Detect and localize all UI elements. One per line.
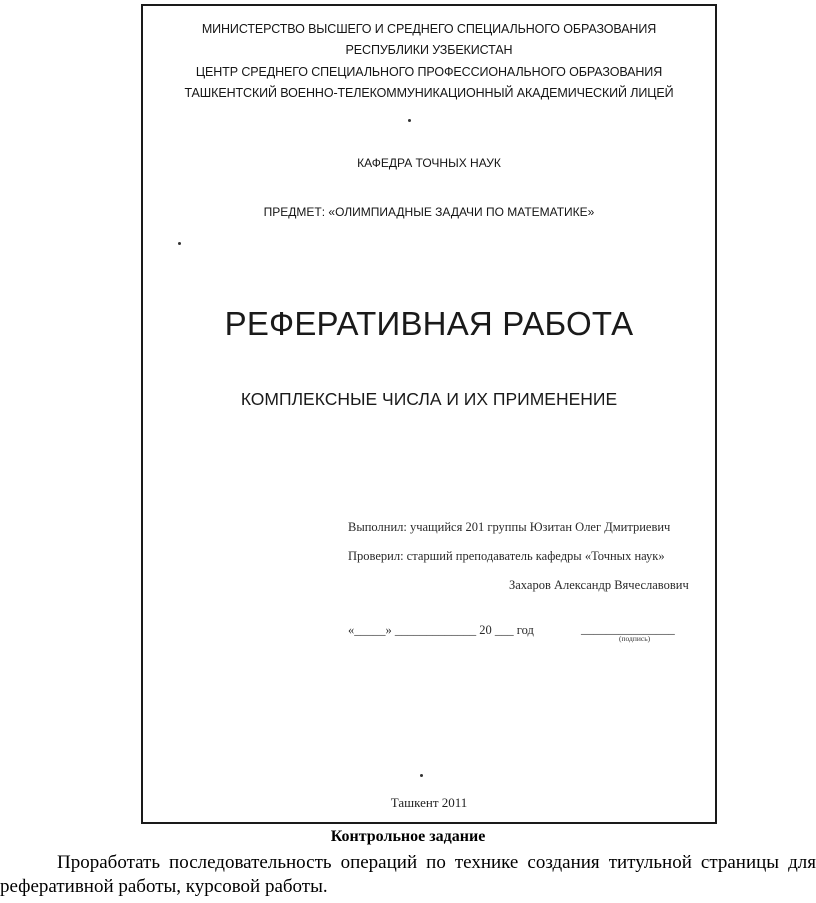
department-line: КАФЕДРА ТОЧНЫХ НАУК	[357, 156, 501, 170]
republic-line: РЕСПУБЛИКИ УЗБЕКИСТАН	[345, 43, 513, 57]
title-page-scan	[141, 4, 717, 824]
scan-speck	[178, 242, 181, 245]
page-title: РЕФЕРАТИВНАЯ РАБОТА	[224, 305, 634, 342]
task-text: Проработать последовательность операций по технике создания титульной страницы для реферативной работы, курсовой работы.	[0, 852, 816, 897]
center-line: ЦЕНТР СРЕДНЕГО СПЕЦИАЛЬНОГО ПРОФЕССИОНАЛЬНОГО ОБРАЗОВАНИЯ	[195, 65, 663, 79]
checked-by-line: Проверил: старший преподаватель кафедры «Точных наук»	[348, 549, 665, 563]
performed-by-line: Выполнил: учащийся 201 группы Юзитан Олег Дмитриевич	[348, 520, 671, 534]
city-year: Ташкент 2011	[390, 795, 468, 810]
date-line: «_____» _____________ 20 ___ год	[348, 623, 534, 637]
signature-line: _______________	[581, 622, 675, 636]
page-subtitle: КОМПЛЕКСНЫЕ ЧИСЛА И ИХ ПРИМЕНЕНИЕ	[240, 389, 618, 409]
scan-speck	[420, 774, 423, 777]
task-heading: Контрольное задание	[330, 828, 486, 845]
subject-line: ПРЕДМЕТ: «ОЛИМПИАДНЫЕ ЗАДАЧИ ПО МАТЕМАТИКЕ»	[263, 205, 595, 219]
ministry-line: МИНИСТЕРСТВО ВЫСШЕГО И СРЕДНЕГО СПЕЦИАЛЬНОГО ОБРАЗОВАНИЯ	[201, 22, 657, 36]
scan-speck	[408, 119, 411, 122]
lyceum-line: ТАШКЕНТСКИЙ ВОЕННО-ТЕЛЕКОММУНИКАЦИОННЫЙ АКАДЕМИЧЕСКИЙ ЛИЦЕЙ	[184, 86, 674, 100]
checker-name: Захаров Александр Вячеславович	[509, 578, 689, 592]
signature-label: (подпись)	[619, 634, 651, 643]
